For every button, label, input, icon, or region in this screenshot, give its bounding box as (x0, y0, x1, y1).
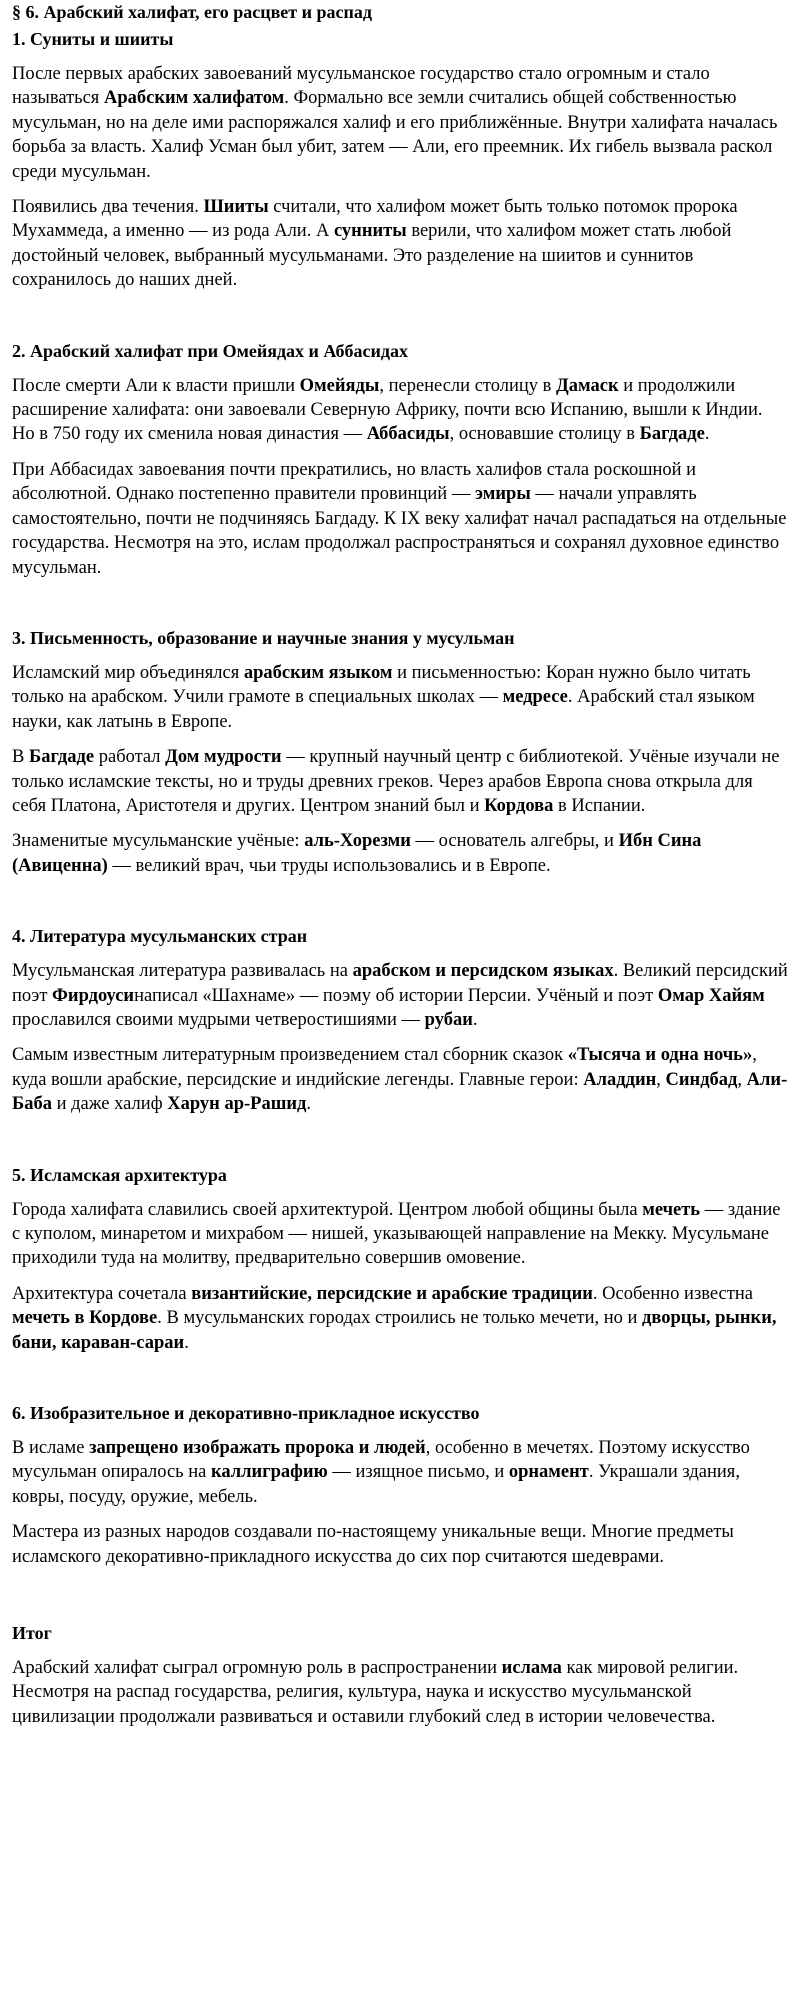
section-heading: 5. Исламская архитектура (12, 1164, 227, 1185)
paragraph (12, 1656, 788, 1729)
text-run: . В мусульманских городах строились не только мечети, но и (157, 1308, 643, 1329)
bold-term: ислама (501, 1658, 562, 1679)
bold-term: медресе (502, 687, 568, 708)
text-run: . Великий персидский поэт (12, 961, 788, 1006)
text-run: . (306, 1094, 311, 1115)
section-heading: 1. Суниты и шииты (12, 29, 174, 49)
section-2 (12, 339, 788, 580)
text-run: работал (94, 747, 166, 768)
text-run: Арабский халифат сыграл огромную роль в распространении (12, 1658, 502, 1679)
text-run: Знаменитые мусульманские учёные: (12, 831, 305, 852)
bold-term: эмиры (474, 484, 531, 505)
text-run: и продолжили расширение халифата: они завоевали Северную Африку, почти всю Испанию, вышли к Индии. Но в 750 году их сменила новая династия — (12, 375, 763, 445)
text-run: При Аббасидах завоевания почти прекратились, но власть халифов стала роскошной и абсолютной. Однако постепенно правители провинций — (12, 459, 697, 505)
bold-term: Аладдин (583, 1069, 657, 1090)
text-run: Города халифата славились своей архитектурой. Центром любой общины была (12, 1199, 643, 1220)
document-body (12, 27, 788, 1729)
bold-term: Багдаде (639, 424, 705, 445)
text-run: В исламе (12, 1438, 90, 1459)
text-run: написал «Шахнаме» — поэму об истории Персии. Учёный и поэт (134, 985, 658, 1006)
bold-term: Кордова (484, 795, 554, 816)
bold-term: Омар Хайям (657, 985, 765, 1006)
text-run: . Формально все земли считались общей собственностью мусульман, но на деле ими распоряжался халиф и его приближённые. Внутри халифата началась борьба за власть. Халиф Усман был убит, затем — Али, его преемник. Их гибель вызвала раскол среди мусульман. (12, 88, 778, 182)
section-7 (12, 1621, 788, 1729)
text-run: . Арабский стал языком науки, как латынь в Европе. (12, 687, 755, 732)
text-run: как мировой религии. Несмотря на распад государства, религия, культура, наука и искусство мусульманской цивилизации продолжали развиваться и оставили глубокий след в истории человечества. (12, 1658, 739, 1727)
text-run: считали, что халифом может быть только потомок пророка Мухаммеда, а именно — из рода Али. А (12, 197, 738, 242)
bold-term: Синдбад (665, 1069, 738, 1090)
text-run: прославился своими мудрыми четверостишиями — (12, 1009, 425, 1030)
text-run: Архитектура сочетала (12, 1283, 192, 1304)
paragraph (12, 1520, 788, 1569)
text-run: Мастера из разных народов создавали по-настоящему уникальные вещи. Многие предметы исламского декоративно-прикладного искусства до сих пор считаются шедеврами. (12, 1522, 734, 1567)
bold-term: Ибн Сина (Авиценна) (12, 831, 702, 876)
bold-term: рубаи (424, 1009, 473, 1030)
text-run: Исламский мир объединялся (12, 662, 244, 683)
text-run: Мусульманская литература развивалась на (12, 961, 353, 982)
section-3 (12, 626, 788, 878)
paragraph (12, 1043, 788, 1116)
section-6 (12, 1401, 788, 1569)
text-run: и даже халиф (51, 1094, 168, 1115)
paragraph (12, 374, 788, 447)
text-run: После смерти Али к власти пришли (12, 375, 300, 396)
paragraph (12, 62, 788, 184)
bold-term: Омейяды (299, 375, 380, 396)
page-title: § 6. Арабский халифат, его расцвет и распад (12, 2, 372, 22)
bold-term: арабским языком (243, 662, 393, 683)
bold-term: «Тысяча и одна ночь» (567, 1045, 753, 1066)
text-run: В (12, 747, 29, 768)
bold-term: мечеть в Кордове (12, 1308, 158, 1329)
section-4 (12, 924, 788, 1116)
text-run: , (656, 1069, 666, 1090)
text-run: , перенесли столицу в (379, 375, 557, 396)
bold-term: Аббасиды (366, 424, 450, 445)
text-run: — изящное письмо, и (327, 1462, 509, 1483)
text-run: , (737, 1069, 747, 1090)
paragraph (12, 959, 788, 1032)
text-run: Появились два течения. (12, 197, 204, 218)
bold-term: мечеть (642, 1199, 701, 1220)
section-heading: 6. Изобразительное и декоративно-прикладное искусство (12, 1403, 480, 1424)
text-run: — начали управлять самостоятельно, почти не подчиняясь Багдаду. К IX веку халифат начал распадаться на отдельные государства. Несмотря на это, ислам продолжал распространяться и сохранял духовное единство мусульман. (12, 484, 787, 578)
text-run: и письменностью: Коран нужно было читать только на арабском. Учили грамоте в специальных школах — (12, 662, 751, 708)
text-run: в Испании. (553, 795, 646, 816)
paragraph (12, 829, 788, 878)
bold-term: Харун ар-Рашид (167, 1094, 307, 1115)
text-run: , особенно в мечетях. Поэтому искусство мусульман опиралось на (12, 1438, 750, 1483)
text-run: . Особенно известна (592, 1283, 753, 1304)
text-run: — великий врач, чьи труды использовались и в Европе. (107, 855, 551, 876)
text-run: , основавшие столицу в (449, 424, 640, 445)
paragraph (12, 1436, 788, 1509)
section-heading: 3. Письменность, образование и научные знания у мусульман (12, 627, 515, 648)
bold-term: Фирдоуси (52, 985, 135, 1006)
section-heading: Итог (12, 1623, 52, 1644)
paragraph (12, 745, 788, 818)
text-run: . (184, 1332, 189, 1353)
text-run: . Украшали здания, ковры, посуду, оружие, мебель. (12, 1462, 740, 1507)
bold-term: каллиграфию (210, 1462, 328, 1483)
text-run: — крупный научный центр с библиотекой. Учёные изучали не только исламские тексты, но и труды древних греков. Через арабов Европа снова открыла для себя Платона, Аристотеля и других. Центром знаний был и (12, 747, 780, 816)
text-run: , куда вошли арабские, персидские и индийские легенды. Главные герои: (12, 1045, 757, 1090)
bold-term: Дамаск (556, 375, 619, 396)
paragraph (12, 458, 788, 580)
text-run: . (472, 1009, 478, 1030)
paragraph (12, 1198, 788, 1271)
bold-term: Арабским халифатом (103, 88, 285, 109)
paragraph (12, 195, 788, 293)
text-run: . (704, 424, 710, 445)
bold-term: Шииты (203, 197, 269, 218)
section-1 (12, 27, 788, 293)
text-run: верили, что халифом может стать любой достойный человек, выбранный мусульманами. Это разделение на шиитов и суннитов сохранилось до наших дней. (12, 221, 732, 291)
bold-term: Али-Баба (12, 1069, 788, 1115)
paragraph (12, 1282, 788, 1355)
text-run: — основатель алгебры, и (410, 831, 619, 852)
document-page (0, 1, 800, 1729)
bold-term: Дом мудрости (165, 747, 282, 768)
text-run: — здание с куполом, минаретом и михрабом — нишей, указывающей направление на Мекку. Мусульмане приходили туда на молитву, предварительно совершив омовение. (12, 1199, 781, 1269)
bold-term: Багдаде (28, 747, 95, 768)
text-run: Самым известным литературным произведением стал сборник сказок (12, 1045, 568, 1066)
bold-term: запрещено изображать пророка и людей (89, 1438, 426, 1459)
text-run: После первых арабских завоеваний мусульманское государство стало огромным и стало называться (12, 64, 710, 109)
section-5 (12, 1163, 788, 1355)
bold-term: арабском и персидском языках (352, 961, 614, 982)
bold-term: византийские, персидские и арабские традиции (191, 1283, 593, 1304)
bold-term: дворцы, рынки, бани, караван-сараи (12, 1308, 777, 1353)
paragraph (12, 661, 788, 734)
section-heading: 4. Литература мусульманских стран (12, 926, 308, 947)
bold-term: сунниты (333, 221, 407, 242)
bold-term: орнамент (508, 1462, 589, 1483)
section-heading: 2. Арабский халифат при Омейядах и Аббасидах (12, 340, 408, 361)
bold-term: аль-Хорезми (304, 831, 411, 852)
